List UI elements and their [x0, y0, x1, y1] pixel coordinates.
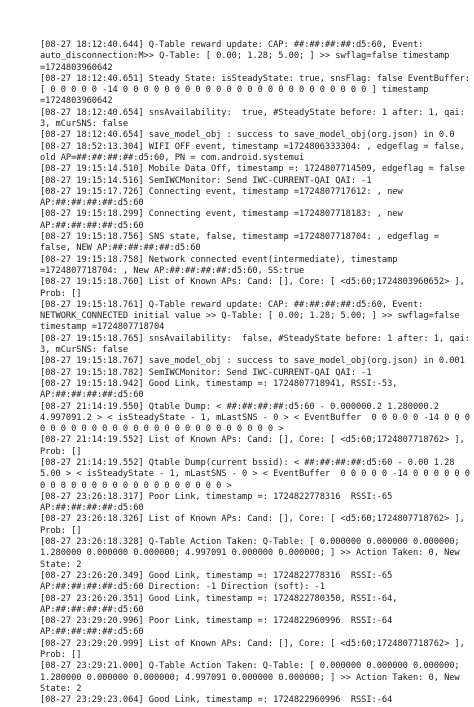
log-line: [08-27 19:15:14.516] SemIWCMonitor: Send IWC-CURRENT-QAI QAI: -1 [40, 175, 372, 186]
log-line: [08-27 23:26:20.351] Good Link, timestamp =: 1724822780350, RSSI:-64, [40, 593, 398, 604]
log-line: AP:##:##:##:##:d5:60 [40, 604, 144, 615]
log-line: auto_disconnection:M>> Q-Table: [ 0.00; 1.28; 5.00; ] >> swflag=false timestamp [40, 51, 450, 62]
log-line: NETWORK_CONNECTED initial value >> Q-Table: [ 0.00; 1.28; 5.00; ] >> swflag=false [40, 311, 460, 322]
log-line: AP:##:##:##:##:d5:60 Direction: -1 Direction (soft): -1 [40, 582, 325, 593]
log-line: [08-27 18:12:40.651] Steady State: isSteadyState: true, snsFlag: false EventBuffer: [40, 73, 470, 84]
log-line: Prob: [] [40, 650, 82, 661]
log-line: [08-27 21:14:19.552] Qtable Dump(current bssid): < ##:##:##:##:d5:60 - 0.00 1.28 [40, 457, 455, 468]
log-line: [08-27 19:15:18.765] snsAvailability: false, #SteadyState before: 1 after: 1, qai: [40, 333, 470, 344]
log-line: AP:##:##:##:##:d5:60 [40, 198, 144, 209]
log-line: AP:##:##:##:##:d5:60 [40, 627, 144, 638]
log-line: old AP=##:##:##:##:d5:60, PN = com.android.systemui [40, 152, 305, 163]
log-line: 0 0 0 0 0 0 0 0 0 0 0 0 0 0 0 0 0 0 > [40, 480, 232, 491]
log-line: State: 2 [40, 559, 82, 570]
log-line: [08-27 19:15:18.782] SemIWCMonitor: Send IWC-CURRENT-QAI QAI: -1 [40, 367, 372, 378]
log-line: [08-27 19:15:18.767] save_model_obj : success to save_model_obj(org.json) in 0.001 [40, 356, 465, 367]
log-line: State: 2 [40, 683, 82, 694]
log-line: [08-27 18:12:40.654] snsAvailability: true, #SteadyState before: 1 after: 1, qai: [40, 107, 465, 118]
log-line: Prob: [] [40, 525, 82, 536]
log-line: [08-27 21:14:19.552] List of Known APs: Cand: [], Core: [ <d5:60;1724807718762> ], [40, 435, 465, 446]
log-line: AP:##:##:##:##:d5:60 [40, 220, 144, 231]
log-line: [08-27 23:29:21.000] Q-Table Action Taken: Q-Table: [ 0.000000 0.000000 0.000000; [40, 661, 460, 672]
log-line: [08-27 19:15:18.758] Network connected event(intermediate), timestamp [40, 254, 398, 265]
log-line: [08-27 19:15:18.942] Good Link, timestamp =: 1724807718941, RSSI:-53, [40, 378, 398, 389]
log-line: =1724803960642 [40, 62, 113, 73]
log-line: 3, mCurSNS: false [40, 119, 129, 130]
log-line: Prob: [] [40, 288, 82, 299]
log-line: 1.280000 0.000000 0.000000; 4.997091 0.000000 0.000000; ] >> Action Taken: 0, New [40, 672, 460, 683]
log-line: [08-27 23:26:20.349] Good Link, timestamp =: 1724822778316 RSSI:-65 [40, 570, 393, 581]
log-line: [ 0 0 0 0 0 -14 0 0 0 0 0 0 0 0 0 0 0 0 0 0 0 0 0 0 0 0 0 0 0 0 ] timestamp [40, 85, 429, 96]
log-line: [08-27 18:52:13.304] WIFI OFF event, timestamp =1724806333304: , edgeflag = false, [40, 141, 465, 152]
log-line: [08-27 23:29:23.064] Good Link, timestamp =: 1724822960996 RSSI:-64 [40, 695, 393, 706]
log-line: 3, mCurSNS: false [40, 345, 129, 356]
log-text-block [40, 40, 470, 707]
log-line: Prob: [] [40, 446, 82, 457]
log-line: [08-27 19:15:18.299] Connecting event, timestamp =1724807718183: , new [40, 209, 403, 220]
log-line: false, NEW AP:##:##:##:##:d5:60 [40, 243, 201, 254]
log-line: [08-27 19:15:18.761] Q-Table reward update: CAP: ##:##:##:##:d5:60, Event: [40, 299, 424, 310]
log-line: [08-27 19:15:17.726] Connecting event, timestamp =1724807717612: , new [40, 186, 403, 197]
log-line: [08-27 19:15:18.760] List of Known APs: Cand: [], Core: [ <d5:60;1724803960652> ], [40, 277, 465, 288]
log-line: 4.997091.2 > < isSteadyState - 1, mLastSNS - 0 > < EventBuffer 0 0 0 0 0 -14 0 0 0 [40, 412, 470, 423]
log-line: [08-27 23:26:18.326] List of Known APs: Cand: [], Core: [ <d5:60;1724807718762> ], [40, 514, 465, 525]
log-line: timestamp =1724807718704 [40, 322, 165, 333]
log-line: AP:##:##:##:##:d5:60 [40, 390, 144, 401]
log-line: [08-27 19:15:14.510] Mobile Data Off, timestamp =: 1724807714509, edgeflag = false [40, 164, 465, 175]
log-line: 0 0 0 0 0 0 0 0 0 0 0 0 0 0 0 0 0 0 0 0 0 0 0 > [40, 424, 284, 435]
log-line: [08-27 23:29:20.999] List of Known APs: Cand: [], Core: [ <d5:60;1724807718762> ], [40, 638, 465, 649]
log-line: [08-27 19:15:18.756] SNS state, false, timestamp =1724807718704: , edgeflag = [40, 232, 439, 243]
log-line: =1724803960642 [40, 96, 113, 107]
log-line: [08-27 21:14:19.550] Qtable Dump: < ##:##:##:##:d5:60 - 0.000000.2 1.280000.2 [40, 401, 439, 412]
log-line: [08-27 23:26:18.317] Poor Link, timestamp =: 1724822778316 RSSI:-65 [40, 491, 393, 502]
log-line: AP:##:##:##:##:d5:60 [40, 503, 144, 514]
log-line: 5.00 > < isSteadyState - 1, mLastSNS - 0 > < EventBuffer 0 0 0 0 0 -14 0 0 0 0 0 0 [40, 469, 470, 480]
log-line: [08-27 18:12:40.654] save_model_obj : success to save_model_obj(org.json) in 0.0 [40, 130, 455, 141]
log-line: 1.280000 0.000000 0.000000; 4.997091 0.000000 0.000000; ] >> Action Taken: 0, New [40, 548, 460, 559]
log-line: =1724807718704: , New AP:##:##:##:##:d5:60, SS:true [40, 265, 305, 276]
log-line: [08-27 23:29:20.996] Poor Link, timestamp =: 1724822960996 RSSI:-64 [40, 616, 393, 627]
log-line: [08-27 23:26:18.328] Q-Table Action Taken: Q-Table: [ 0.000000 0.000000 0.000000; [40, 537, 460, 548]
log-line: [08-27 18:12:40.644] Q-Table reward update: CAP: ##:##:##:##:d5:60, Event: [40, 40, 424, 50]
